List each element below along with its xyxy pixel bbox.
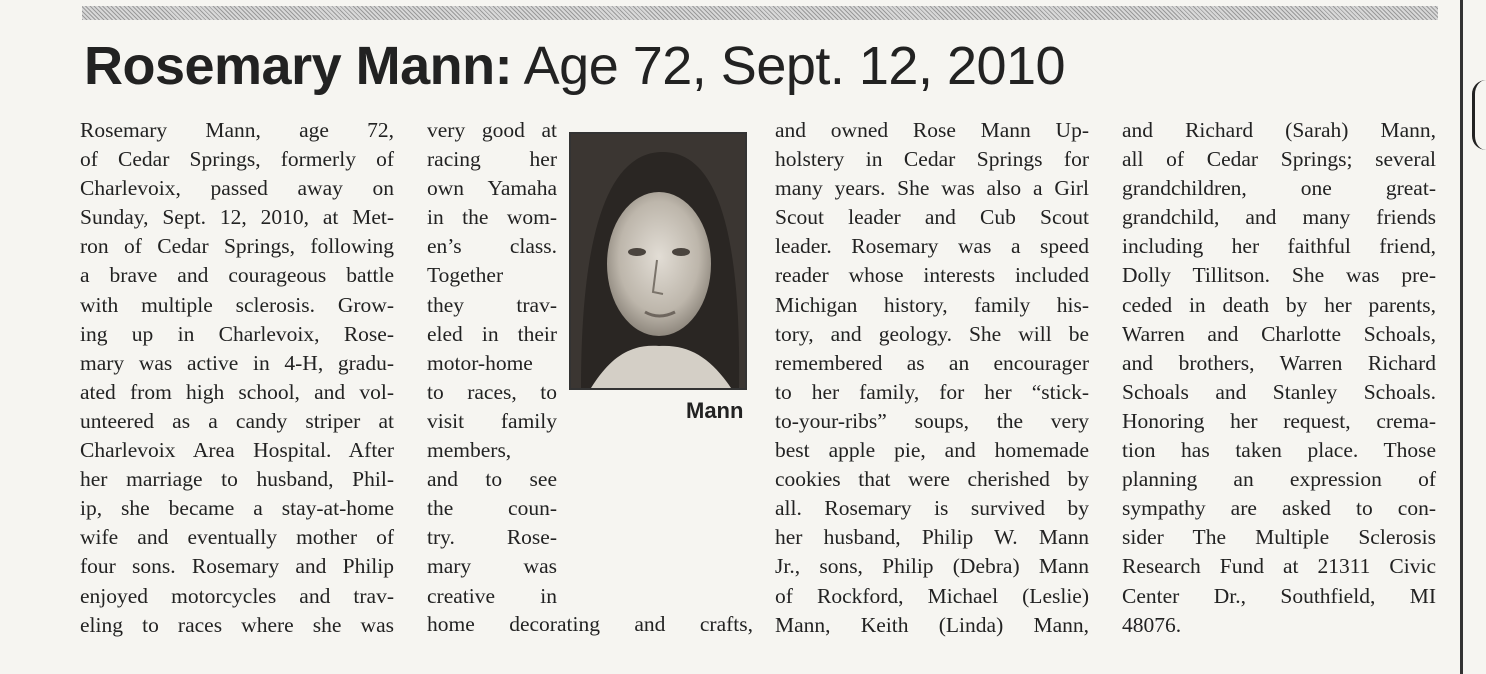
portrait-photo — [569, 132, 747, 390]
obituary-headline — [84, 34, 1065, 98]
article-column-2-tail — [427, 610, 753, 639]
headline-name: Rosemary Mann: — [84, 36, 513, 96]
article-column-1 — [80, 116, 394, 640]
headline-details: Age 72, Sept. 12, 2010 — [512, 36, 1066, 96]
photo-caption: Mann — [686, 398, 744, 423]
article-column-2 — [427, 116, 557, 611]
column-4-text: and Richard (Sarah) Mann, all of Cedar Springs; several grandchildren, one great- grandchild, and many friends including her faithful friend, Dolly Tillitson. She was pre- ceded in death by her parents, Warren and Charlotte Schoals, and brothers, Warren Richard Schoals and Stanley Schoals. Honoring her request, crema- tion has taken place. Those planning an expression of sympathy are asked to con- sider The Multiple Sclerosis Research Fund at 21311 Civic Center Dr., Southfield, MI 48076. — [1122, 118, 1436, 637]
decorative-top-rule — [82, 6, 1438, 20]
column-1-text: Rosemary Mann, age 72, of Cedar Springs, formerly of Charlevoix, passed away on Sunday, Sept. 12, 2010, at Met- ron of Cedar Springs, following a brave and courageous battle with multiple sclerosis. Grow- ing up in Charlevoix, Rose- mary was active in 4-H, gradu- ated from high school, and vol- unteered as a candy striper at Charlevoix Area Hospital. After her marriage to husband, Phil- ip, she became a stay-at-home wife and eventually mother of four sons. Rosemary and Philip enjoyed motorcycles and trav- eling to races where she was — [80, 118, 394, 637]
article-column-3 — [775, 116, 1089, 640]
column-2-tail-text: home decorating and crafts, — [427, 612, 753, 636]
page-edge-rule — [1460, 0, 1463, 674]
column-3-text: and owned Rose Mann Up- holstery in Cedar Springs for many years. She was also a Girl Scout leader and Cub Scout leader. Rosemary was a speed reader whose interests included Michigan history, family his- tory, and geology. She will be remembered as an encourager to her family, for her “stick- to-your-ribs” soups, the very best apple pie, and homemade cookies that were cherished by all. Rosemary is survived by her husband, Philip W. Mann Jr., sons, Philip (Debra) Mann of Rockford, Michael (Leslie) Mann, Keith (Linda) Mann, — [775, 118, 1089, 637]
article-column-4 — [1122, 116, 1436, 640]
adjacent-column-fragment — [1472, 80, 1486, 150]
portrait-photo-icon — [571, 134, 745, 388]
column-2-text: very good at racing her own Yamaha in the wom- en’s class. Together they trav- eled in their motor-home to races, to visit family members, and to see the coun- try. Rose- mary was creative in — [427, 118, 557, 608]
